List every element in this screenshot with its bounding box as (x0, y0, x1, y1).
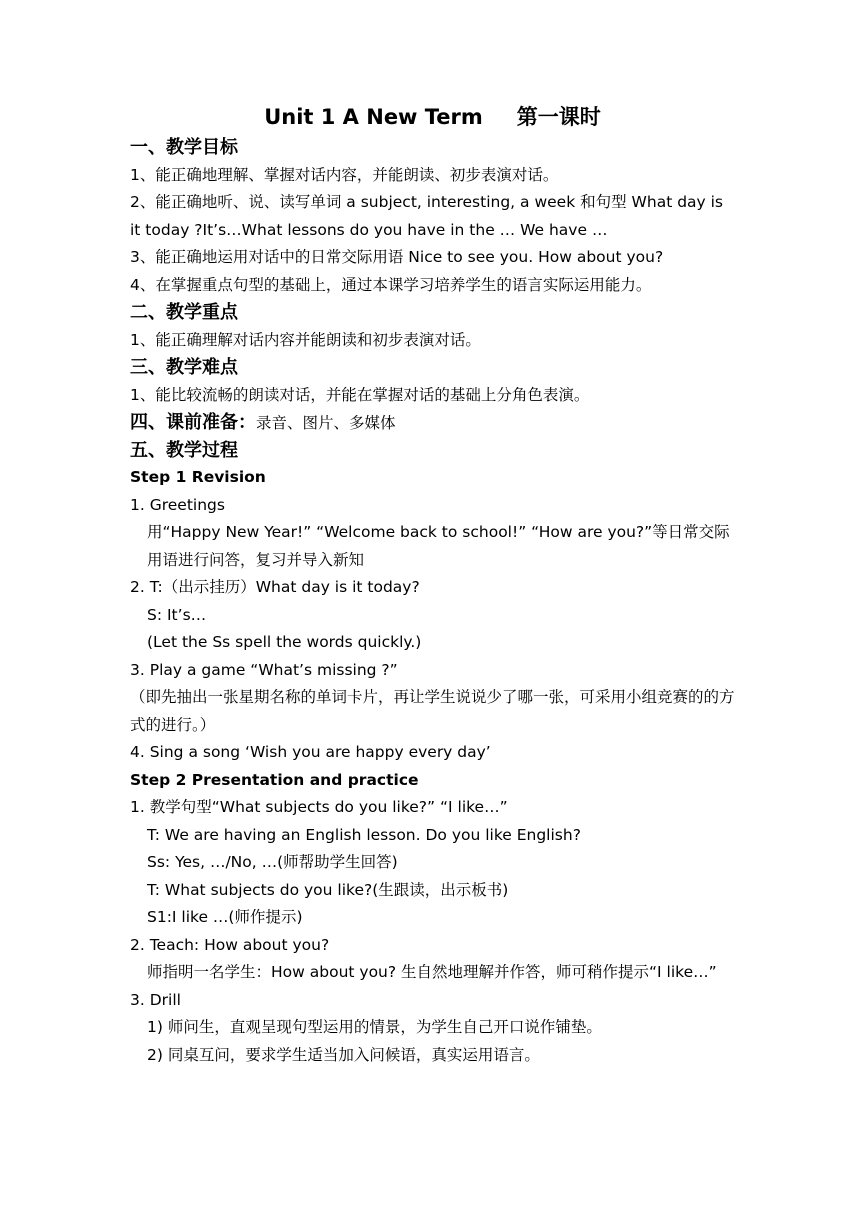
key-point-item-1: 1、能正确理解对话内容并能朗读和初步表演对话。 (130, 330, 481, 349)
heading-process: 五、教学过程 (130, 439, 238, 461)
goal-item-2: 2、能正确地听、说、读写单词 a subject, interesting, a week 和句型 What day is it today ?It’s…What lessons do you have in the … We have … (130, 193, 724, 239)
document-title (130, 100, 735, 134)
step2-line-4: T: What subjects do you like?(生跟读，出示板书) (147, 880, 509, 899)
step1-line-5: (Let the Ss spell the words quickly.) (147, 633, 422, 651)
document-page (130, 100, 735, 1069)
step2-line-6: 2. Teach: How about you? (130, 935, 330, 954)
step1-line-4: S: It’s… (147, 605, 207, 624)
step2-line-2: T: We are having an English lesson. Do you like English? (147, 825, 581, 844)
step2-line-1: 1. 教学句型“What subjects do you like?” “I like…” (130, 798, 508, 816)
preparation-label: 四、课前准备： (130, 412, 256, 433)
goal-item-3: 3、能正确地运用对话中的日常交际用语 Nice to see you. How about you? (130, 248, 664, 266)
goal-item-1: 1、能正确地理解、掌握对话内容，并能朗读、初步表演对话。 (130, 165, 559, 184)
step1-line-7: （即先抽出一张星期名称的单词卡片，再让学生说说少了哪一张，可采用小组竞赛的的方式的进行。） (130, 688, 735, 734)
step2-title: Step 2 Presentation and practice (130, 770, 419, 789)
difficulty-item-1: 1、能比较流畅的朗读对话，并能在掌握对话的基础上分角色表演。 (130, 385, 590, 404)
step2-line-10: 2) 同桌互问，要求学生适当加入问候语，真实运用语言。 (147, 1045, 540, 1064)
step1-line-2: 用“Happy New Year!” “Welcome back to school!” “How are you?”等日常交际用语进行问答，复习并导入新知 (147, 523, 730, 569)
step1-line-1: 1. Greetings (130, 495, 225, 514)
title-main: Unit 1 A New Term (264, 105, 483, 129)
step1-title: Step 1 Revision (130, 468, 266, 486)
step2-line-3: Ss: Yes, …/No, …(师帮助学生回答) (147, 853, 398, 871)
heading-difficulties: 三、教学难点 (130, 357, 238, 378)
step1-line-3: 2. T:（出示挂历）What day is it today? (130, 578, 420, 596)
heading-preparation (130, 409, 735, 437)
title-lesson: 第一课时 (516, 105, 601, 129)
preparation-text: 录音、图片、多媒体 (256, 414, 396, 432)
heading-goals: 一、教学目标 (130, 137, 238, 158)
step1-line-8: 4. Sing a song ‘Wish you are happy every day’ (130, 743, 491, 761)
goal-item-4: 4、在掌握重点句型的基础上，通过本课学习培养学生的语言实际运用能力。 (130, 275, 652, 294)
step2-line-7: 师指明一名学生：How about you? 生自然地理解并作答，师可稍作提示“I like…” (147, 963, 717, 981)
step1-line-6: 3. Play a game “What’s missing ?” (130, 660, 398, 679)
step2-line-8: 3. Drill (130, 990, 181, 1009)
step2-line-9: 1) 师问生，直观呈现句型运用的情景，为学生自己开口说作铺垫。 (147, 1018, 602, 1036)
heading-key-points: 二、教学重点 (130, 302, 238, 323)
step2-line-5: S1:I like …(师作提示) (147, 908, 303, 926)
